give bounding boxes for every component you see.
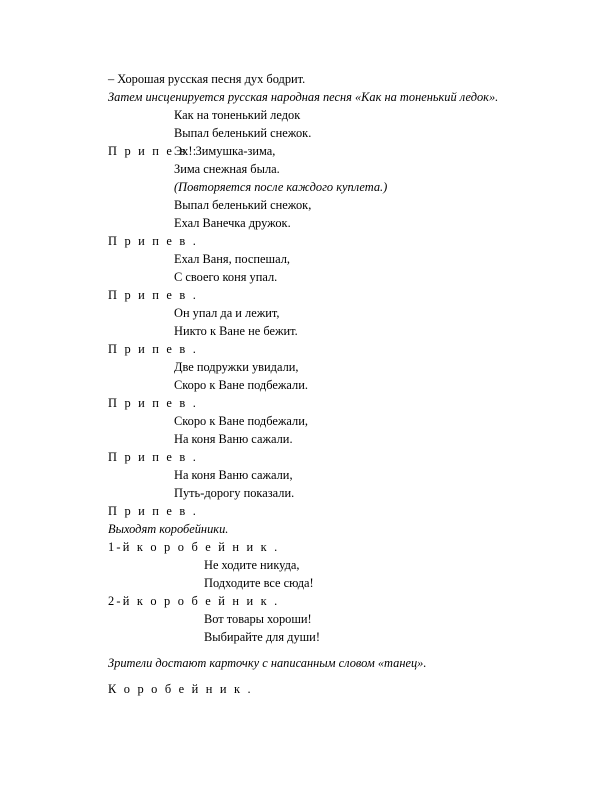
chorus-line-2: Зима снежная была. (174, 162, 280, 176)
chorus-label: П р и п е в : (108, 144, 199, 158)
refrain-label-1: П р и п е в . (108, 234, 199, 248)
peddler-label: К о р о б е й н и к . (108, 682, 253, 696)
intro-line: – Хорошая русская песня дух бодрит. (108, 72, 306, 86)
refrain-label-5: П р и п е в . (108, 450, 199, 464)
verse4-line-1: Он упал да и лежит, (174, 306, 280, 320)
stage-direction-peddlers: Выходят коробейники. (108, 522, 229, 536)
refrain-label-2: П р и п е в . (108, 288, 199, 302)
spacer (108, 646, 528, 654)
verse5-line-2: Скоро к Ване подбежали. (174, 378, 308, 392)
refrain-label-6: П р и п е в . (108, 504, 199, 518)
verse2-line-1: Выпал беленький снежок, (174, 198, 312, 212)
document-body (108, 70, 528, 698)
verse3-line-1: Ехал Ваня, поспешал, (174, 252, 290, 266)
peddler1-line-1: Не ходите никуда, (204, 558, 300, 572)
verse6-line-2: На коня Ваню сажали. (174, 432, 293, 446)
peddler2-line-1: Вот товары хороши! (204, 612, 312, 626)
chorus-line-1: Эх! Зимушка-зима, (174, 144, 276, 158)
stage-direction-song: Затем инсценируется русская народная песня «Как на тоненький ледок». (108, 90, 499, 104)
stage-direction-cards: Зрители достают карточку с написанным словом «танец». (108, 656, 427, 670)
verse5-line-1: Две подружки увидали, (174, 360, 299, 374)
peddler1-line-2: Подходите все сюда! (204, 576, 314, 590)
chorus-note: (Повторяется после каждого куплета.) (174, 180, 388, 194)
peddler2-line-2: Выбирайте для души! (204, 630, 320, 644)
verse4-line-2: Никто к Ване не бежит. (174, 324, 298, 338)
verse1-line-1: Как на тоненький ледок (174, 108, 301, 122)
verse3-line-2: С своего коня упал. (174, 270, 278, 284)
verse1-line-2: Выпал беленький снежок. (174, 126, 312, 140)
refrain-label-4: П р и п е в . (108, 396, 199, 410)
peddler1-label: 1-й к о р о б е й н и к . (108, 540, 280, 554)
verse2-line-2: Ехал Ванечка дружок. (174, 216, 291, 230)
chorus-block (108, 142, 528, 160)
peddler2-label: 2-й к о р о б е й н и к . (108, 594, 280, 608)
verse7-line-2: Путь-дорогу показали. (174, 486, 295, 500)
refrain-label-3: П р и п е в . (108, 342, 199, 356)
verse6-line-1: Скоро к Ване подбежали, (174, 414, 308, 428)
spacer (108, 672, 528, 680)
verse7-line-1: На коня Ваню сажали, (174, 468, 293, 482)
